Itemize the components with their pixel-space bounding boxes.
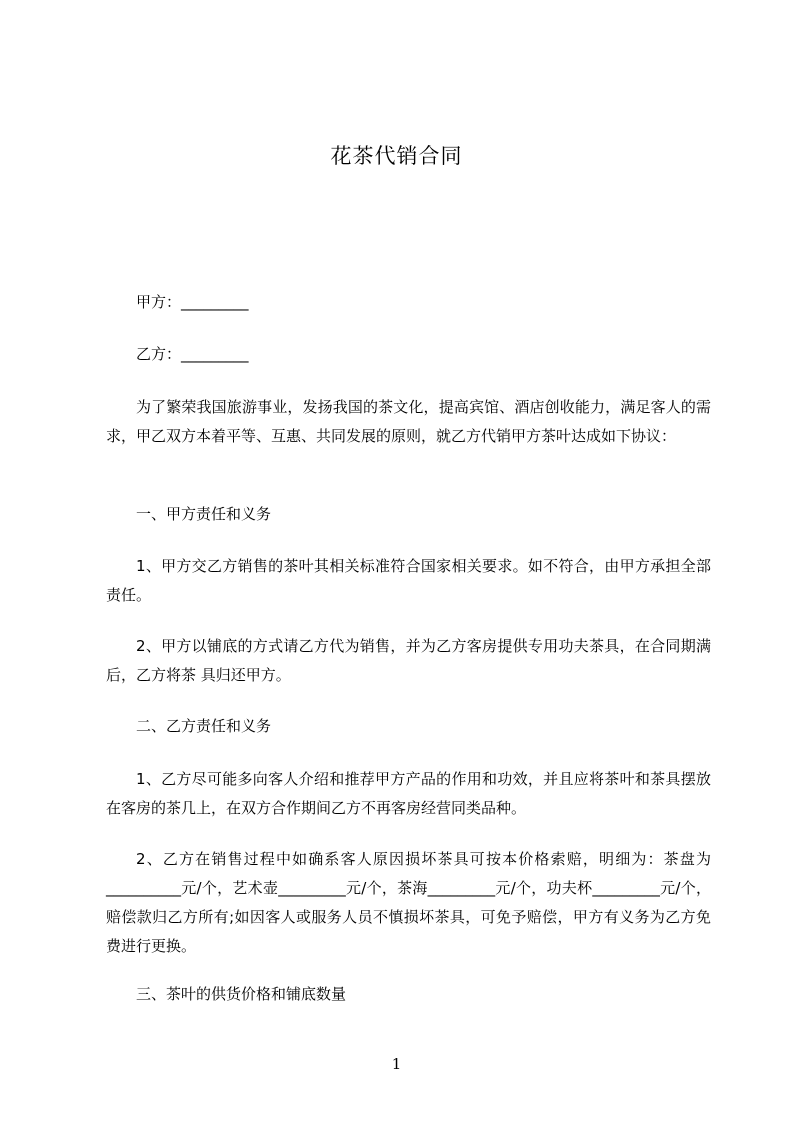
preamble-paragraph: 为了繁荣我国旅游事业，发扬我国的茶文化，提高宾馆、酒店创收能力，满足客人的需求，甲乙双方本着平等、互惠、共同发展的原则，就乙方代销甲方茶叶达成如下协议： bbox=[106, 398, 711, 445]
section2-heading: 二、乙方责任和义务 bbox=[136, 717, 272, 735]
section2-item1: 1、乙方尽可能多向客人介绍和推荐甲方产品的作用和功效，并且应将茶叶和茶具摆放在客房的茶几上，在双方合作期间乙方不再客房经营同类品种。 bbox=[106, 770, 711, 817]
section2-item2: 2、乙方在销售过程中如确系客人原因损坏茶具可按本价格索赔，明细为：茶盘为__________元/个，艺术壶_________元/个，茶海_________元/个，功夫杯_________元/个，赔偿款归乙方所有;如因客人或服务人员不慎损坏茶具，可免予赔偿，甲方有义务为乙方免费进行更换。 bbox=[106, 850, 711, 955]
section1-item1: 1、甲方交乙方销售的茶叶其相关标准符合国家相关要求。如不符合，由甲方承担全部责任。 bbox=[106, 557, 711, 604]
section3-heading: 三、茶叶的供货价格和铺底数量 bbox=[136, 985, 347, 1003]
section1-item2: 2、甲方以铺底的方式请乙方代为销售，并为乙方客房提供专用功夫茶具，在合同期满后，乙方将茶 具归还甲方。 bbox=[106, 637, 711, 684]
party-b-line: 乙方：_________ bbox=[136, 345, 249, 363]
page-number: 1 bbox=[391, 1055, 402, 1073]
document-title: 花茶代销合同 bbox=[330, 144, 463, 168]
section1-heading: 一、甲方责任和义务 bbox=[136, 505, 272, 523]
party-a-line: 甲方：_________ bbox=[136, 293, 249, 311]
